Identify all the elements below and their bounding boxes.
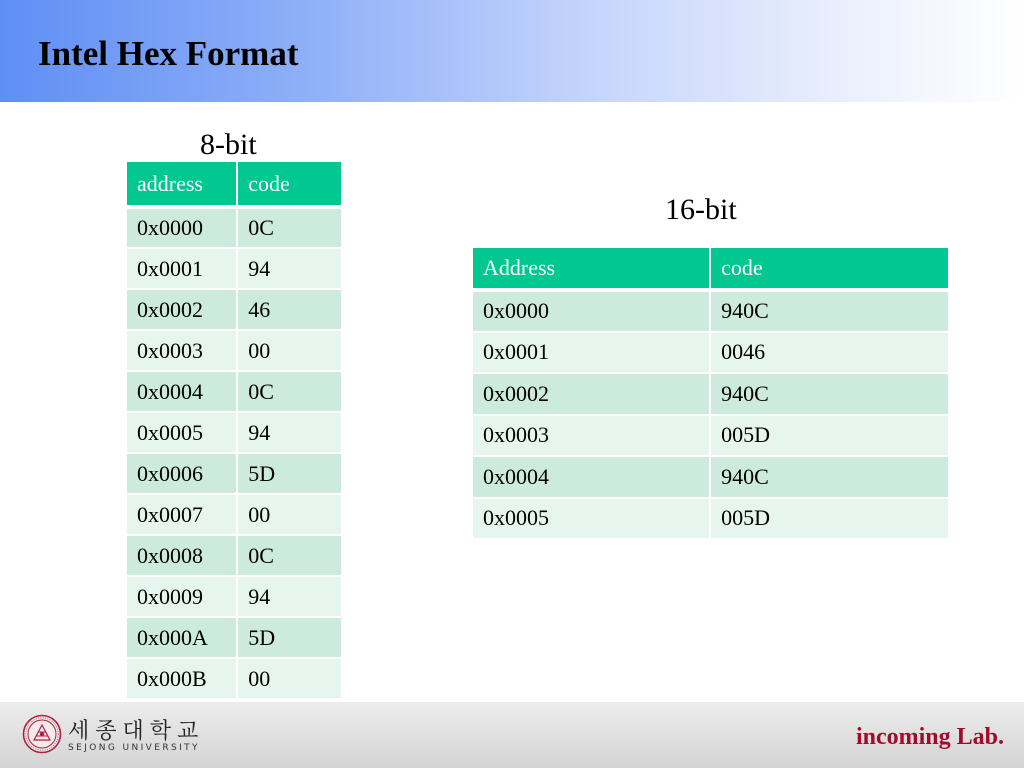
table-8bit bbox=[125, 160, 343, 700]
code-cell: 00 bbox=[237, 658, 342, 699]
table-row bbox=[126, 617, 342, 658]
address-cell: 0x0006 bbox=[126, 453, 237, 494]
column-header-code: code bbox=[710, 247, 949, 290]
address-cell: 0x0003 bbox=[472, 415, 710, 457]
table-row bbox=[126, 330, 342, 371]
address-cell: 0x0004 bbox=[126, 371, 237, 412]
table-row bbox=[472, 290, 949, 332]
code-cell: 0046 bbox=[710, 332, 949, 374]
code-cell: 00 bbox=[237, 330, 342, 371]
address-cell: 0x0007 bbox=[126, 494, 237, 535]
column-header-address: address bbox=[126, 161, 237, 207]
code-cell: 940C bbox=[710, 290, 949, 332]
address-cell: 0x000B bbox=[126, 658, 237, 699]
caption-8bit: 8-bit bbox=[200, 128, 257, 161]
university-name-english: SEJONG UNIVERSITY bbox=[68, 743, 200, 753]
table-16bit bbox=[471, 246, 950, 540]
table-row bbox=[126, 576, 342, 617]
university-seal-icon bbox=[22, 714, 62, 754]
address-cell: 0x0004 bbox=[472, 456, 710, 498]
code-cell: 0C bbox=[237, 207, 342, 248]
code-cell: 46 bbox=[237, 289, 342, 330]
code-cell: 5D bbox=[237, 617, 342, 658]
code-cell: 940C bbox=[710, 373, 949, 415]
address-cell: 0x0002 bbox=[472, 373, 710, 415]
address-cell: 0x0009 bbox=[126, 576, 237, 617]
table-row bbox=[472, 498, 949, 540]
table-row bbox=[126, 453, 342, 494]
address-cell: 0x0005 bbox=[472, 498, 710, 540]
slide-title: Intel Hex Format bbox=[38, 34, 299, 73]
address-cell: 0x0005 bbox=[126, 412, 237, 453]
address-cell: 0x000A bbox=[126, 617, 237, 658]
table-row bbox=[126, 535, 342, 576]
code-cell: 5D bbox=[237, 453, 342, 494]
address-cell: 0x0008 bbox=[126, 535, 237, 576]
caption-16bit: 16-bit bbox=[665, 193, 737, 226]
table-row bbox=[472, 456, 949, 498]
address-cell: 0x0000 bbox=[126, 207, 237, 248]
lab-name: incoming Lab. bbox=[855, 724, 1004, 750]
table-row bbox=[472, 415, 949, 457]
column-header-code: code bbox=[237, 161, 342, 207]
title-banner bbox=[0, 0, 1024, 102]
university-name-korean: 세종대학교 bbox=[68, 719, 205, 744]
code-cell: 00 bbox=[237, 494, 342, 535]
code-cell: 94 bbox=[237, 576, 342, 617]
code-cell: 0C bbox=[237, 371, 342, 412]
table-row bbox=[126, 371, 342, 412]
code-cell: 940C bbox=[710, 456, 949, 498]
code-cell: 005D bbox=[710, 415, 949, 457]
column-header-address: Address bbox=[472, 247, 710, 290]
code-cell: 94 bbox=[237, 248, 342, 289]
table-row bbox=[472, 332, 949, 374]
address-cell: 0x0001 bbox=[126, 248, 237, 289]
table-row bbox=[126, 289, 342, 330]
footer-bar bbox=[0, 702, 1024, 768]
code-cell: 0C bbox=[237, 535, 342, 576]
code-cell: 005D bbox=[710, 498, 949, 540]
table-header-row bbox=[472, 247, 949, 290]
address-cell: 0x0003 bbox=[126, 330, 237, 371]
table-row bbox=[126, 658, 342, 699]
table-header-row bbox=[126, 161, 342, 207]
address-cell: 0x0002 bbox=[126, 289, 237, 330]
university-logo bbox=[22, 714, 205, 758]
address-cell: 0x0000 bbox=[472, 290, 710, 332]
table-row bbox=[126, 248, 342, 289]
table-row bbox=[126, 412, 342, 453]
code-cell: 94 bbox=[237, 412, 342, 453]
table-row bbox=[472, 373, 949, 415]
table-row bbox=[126, 207, 342, 248]
table-row bbox=[126, 494, 342, 535]
address-cell: 0x0001 bbox=[472, 332, 710, 374]
